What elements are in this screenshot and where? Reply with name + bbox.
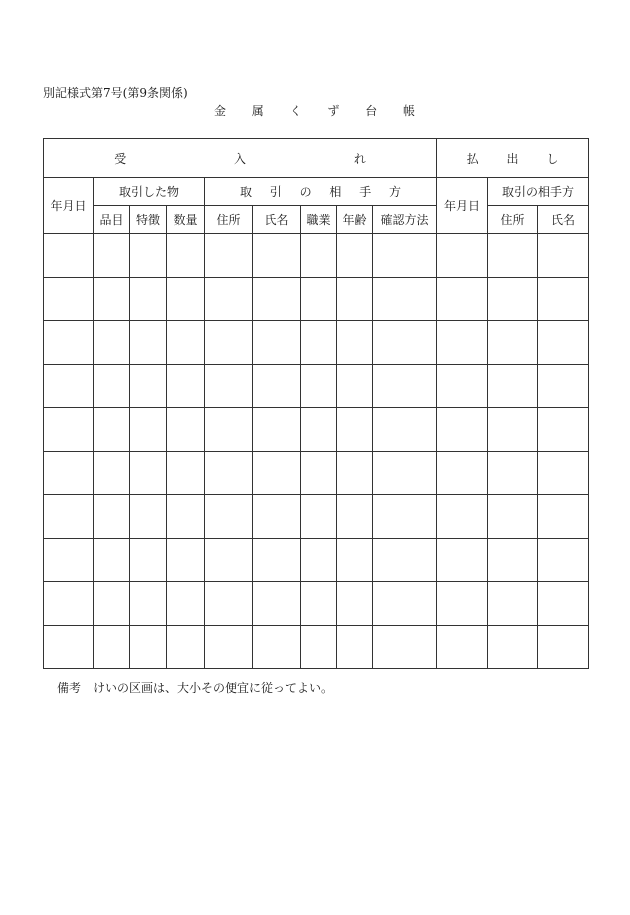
table-cell[interactable]	[538, 408, 589, 452]
table-cell[interactable]	[301, 321, 337, 365]
table-cell[interactable]	[538, 277, 589, 321]
section-pay-header: 払 出 し	[437, 139, 589, 178]
table-row	[44, 495, 589, 539]
table-cell[interactable]	[301, 364, 337, 408]
table-cell[interactable]	[301, 234, 337, 278]
table-cell[interactable]	[337, 582, 373, 626]
table-row	[44, 451, 589, 495]
table-cell[interactable]	[205, 364, 253, 408]
table-cell[interactable]	[538, 321, 589, 365]
table-cell[interactable]	[437, 538, 488, 582]
col-features: 特徴	[130, 206, 167, 234]
table-cell[interactable]	[205, 234, 253, 278]
table-cell[interactable]	[205, 321, 253, 365]
table-cell[interactable]	[373, 234, 437, 278]
table-cell[interactable]	[488, 451, 538, 495]
table-cell[interactable]	[205, 277, 253, 321]
table-row	[44, 234, 589, 278]
table-cell[interactable]	[301, 451, 337, 495]
table-cell[interactable]	[437, 321, 488, 365]
table-row	[44, 408, 589, 452]
table-cell[interactable]	[253, 234, 301, 278]
table-row	[44, 321, 589, 365]
col-address: 住所	[205, 206, 253, 234]
table-cell[interactable]	[538, 582, 589, 626]
table-cell[interactable]	[44, 234, 94, 278]
table-cell[interactable]	[253, 408, 301, 452]
table-cell[interactable]	[253, 364, 301, 408]
table-cell[interactable]	[253, 538, 301, 582]
table-cell[interactable]	[337, 277, 373, 321]
table-cell[interactable]	[167, 277, 205, 321]
table-cell[interactable]	[373, 625, 437, 669]
table-cell[interactable]	[167, 364, 205, 408]
table-cell[interactable]	[301, 582, 337, 626]
table-cell[interactable]	[130, 408, 167, 452]
table-cell[interactable]	[538, 451, 589, 495]
table-cell[interactable]	[337, 321, 373, 365]
table-cell[interactable]	[437, 582, 488, 626]
table-cell[interactable]	[167, 234, 205, 278]
table-cell[interactable]	[205, 625, 253, 669]
col-quantity: 数量	[167, 206, 205, 234]
pay-partner-group-header: 取引の相手方	[488, 178, 589, 206]
section-header-row	[44, 139, 589, 178]
table-cell[interactable]	[337, 364, 373, 408]
table-cell[interactable]	[488, 364, 538, 408]
table-row	[44, 625, 589, 669]
table-cell[interactable]	[44, 451, 94, 495]
table-cell[interactable]	[167, 321, 205, 365]
table-cell[interactable]	[130, 364, 167, 408]
table-cell[interactable]	[94, 451, 130, 495]
col-pay-address: 住所	[488, 206, 538, 234]
table-cell[interactable]	[373, 408, 437, 452]
table-cell[interactable]	[130, 277, 167, 321]
table-cell[interactable]	[538, 234, 589, 278]
table-cell[interactable]	[44, 364, 94, 408]
table-cell[interactable]	[437, 408, 488, 452]
table-cell[interactable]	[44, 495, 94, 539]
pay-date-header: 年月日	[437, 178, 488, 234]
table-cell[interactable]	[44, 277, 94, 321]
column-header-row	[44, 206, 589, 234]
table-cell[interactable]	[373, 364, 437, 408]
table-row	[44, 582, 589, 626]
table-cell[interactable]	[94, 364, 130, 408]
table-cell[interactable]	[205, 451, 253, 495]
col-name: 氏名	[253, 206, 301, 234]
table-cell[interactable]	[437, 234, 488, 278]
table-cell[interactable]	[373, 321, 437, 365]
table-cell[interactable]	[44, 625, 94, 669]
table-cell[interactable]	[130, 451, 167, 495]
table-cell[interactable]	[205, 582, 253, 626]
table-cell[interactable]	[373, 538, 437, 582]
remarks-label: 備考	[57, 681, 82, 695]
remarks-text: けいの区画は、大小その便宜に従ってよい。	[93, 681, 334, 695]
table-cell[interactable]	[44, 408, 94, 452]
receive-date-header: 年月日	[44, 178, 94, 234]
table-cell[interactable]	[253, 277, 301, 321]
table-cell[interactable]	[337, 625, 373, 669]
partner-group-header: 取 引 の 相 手 方	[205, 178, 437, 206]
table-cell[interactable]	[167, 495, 205, 539]
table-cell[interactable]	[130, 234, 167, 278]
col-verification: 確認方法	[373, 206, 437, 234]
table-cell[interactable]	[205, 495, 253, 539]
table-cell[interactable]	[301, 408, 337, 452]
table-cell[interactable]	[301, 538, 337, 582]
table-cell[interactable]	[44, 582, 94, 626]
table-cell[interactable]	[337, 495, 373, 539]
table-cell[interactable]	[437, 364, 488, 408]
table-cell[interactable]	[167, 625, 205, 669]
table-cell[interactable]	[301, 495, 337, 539]
table-cell[interactable]	[488, 234, 538, 278]
table-row	[44, 277, 589, 321]
table-cell[interactable]	[167, 582, 205, 626]
table-cell[interactable]	[253, 495, 301, 539]
table-cell[interactable]	[94, 234, 130, 278]
table-cell[interactable]	[130, 495, 167, 539]
table-cell[interactable]	[253, 321, 301, 365]
col-age: 年齢	[337, 206, 373, 234]
table-cell[interactable]	[538, 625, 589, 669]
table-cell[interactable]	[488, 538, 538, 582]
table-row	[44, 538, 589, 582]
table-cell[interactable]	[94, 277, 130, 321]
col-pay-name: 氏名	[538, 206, 589, 234]
table-cell[interactable]	[94, 408, 130, 452]
table-cell[interactable]	[337, 538, 373, 582]
table-cell[interactable]	[167, 408, 205, 452]
table-cell[interactable]	[253, 582, 301, 626]
item-group-header: 取引した物	[94, 178, 205, 206]
table-cell[interactable]	[94, 582, 130, 626]
table-cell[interactable]	[538, 364, 589, 408]
table-cell[interactable]	[253, 625, 301, 669]
table-cell[interactable]	[167, 538, 205, 582]
table-cell[interactable]	[488, 277, 538, 321]
table-cell[interactable]	[437, 451, 488, 495]
col-occupation: 職業	[301, 206, 337, 234]
table-cell[interactable]	[538, 538, 589, 582]
table-cell[interactable]	[488, 495, 538, 539]
table-cell[interactable]	[130, 582, 167, 626]
table-cell[interactable]	[488, 625, 538, 669]
table-cell[interactable]	[437, 495, 488, 539]
table-cell[interactable]	[44, 538, 94, 582]
table-cell[interactable]	[437, 625, 488, 669]
table-cell[interactable]	[538, 495, 589, 539]
table-cell[interactable]	[94, 495, 130, 539]
table-cell[interactable]	[337, 451, 373, 495]
scrap-metal-ledger-table	[43, 138, 589, 669]
table-cell[interactable]	[94, 538, 130, 582]
table-cell[interactable]	[373, 451, 437, 495]
group-header-row	[44, 178, 589, 206]
section-receive-header: 受 入 れ	[44, 139, 437, 178]
table-cell[interactable]	[337, 408, 373, 452]
table-cell[interactable]	[130, 538, 167, 582]
table-cell[interactable]	[205, 538, 253, 582]
table-cell[interactable]	[94, 625, 130, 669]
table-cell[interactable]	[167, 451, 205, 495]
form-number: 別記様式第7号(第9条関係)	[43, 86, 188, 100]
table-cell[interactable]	[373, 582, 437, 626]
table-cell[interactable]	[488, 582, 538, 626]
table-cell[interactable]	[205, 408, 253, 452]
table-cell[interactable]	[130, 321, 167, 365]
col-item-name: 品目	[94, 206, 130, 234]
form-title: 金 属 く ず 台 帳	[213, 104, 427, 118]
table-cell[interactable]	[44, 321, 94, 365]
table-cell[interactable]	[130, 625, 167, 669]
table-cell[interactable]	[301, 625, 337, 669]
table-cell[interactable]	[337, 234, 373, 278]
table-row	[44, 364, 589, 408]
table-cell[interactable]	[488, 408, 538, 452]
table-cell[interactable]	[373, 495, 437, 539]
table-cell[interactable]	[253, 451, 301, 495]
table-cell[interactable]	[488, 321, 538, 365]
table-cell[interactable]	[373, 277, 437, 321]
remarks-note	[57, 679, 333, 696]
table-cell[interactable]	[94, 321, 130, 365]
table-cell[interactable]	[437, 277, 488, 321]
table-cell[interactable]	[301, 277, 337, 321]
